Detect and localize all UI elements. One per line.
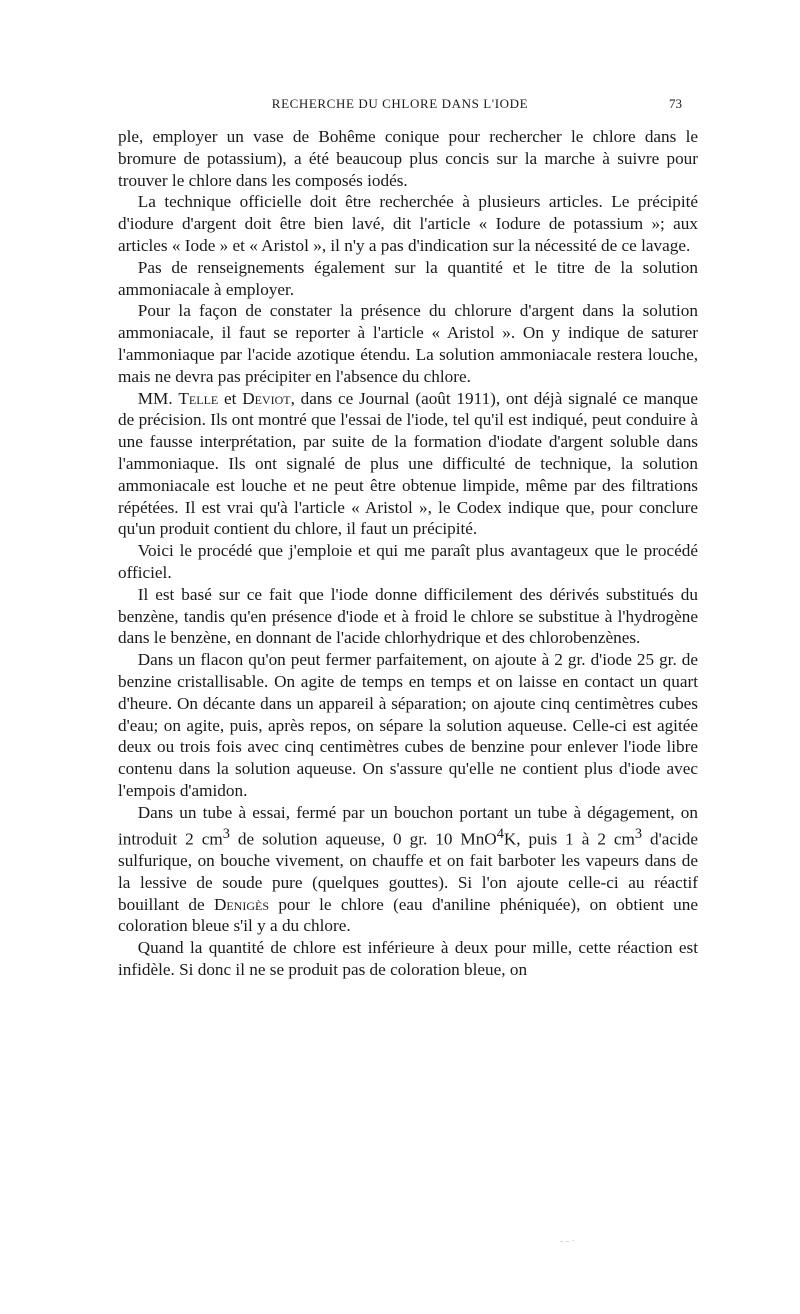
paragraph-7: Il est basé sur ce fait que l'iode donne difficilement des dérivés substitués du benzène, tandis qu'en présence d'iode et à froid le chlore se substitue à l'hydrogène dans le benzène, en donnant de l'acide chlorhydrique et des chlorobenzènes. bbox=[118, 584, 698, 648]
author-name-deniges: Denigès bbox=[213, 894, 270, 914]
paragraph-9 bbox=[118, 802, 698, 938]
paragraph-3: Pas de renseignements également sur la quantité et le titre de la solution ammoniacale à employer. bbox=[118, 257, 698, 299]
paragraph-1: ple, employer un vase de Bohême conique pour rechercher le chlore dans le bromure de potassium), a été beaucoup plus concis sur la marche à suivre pour trouver le chlore dans les composés iodés. bbox=[118, 127, 698, 190]
author-name-deviot: Deviot bbox=[242, 388, 291, 408]
author-name-telle: Telle bbox=[178, 388, 219, 408]
paragraph-5 bbox=[118, 388, 698, 541]
scan-smudge: ‐ ‐ · bbox=[560, 1236, 575, 1247]
paragraph-9-text-a: Dans un tube à essai, fermé par un bouchon portant un tube à dégagement, on introduit 2 cm bbox=[118, 802, 698, 849]
superscript-3: 3 bbox=[222, 825, 230, 842]
running-title: RECHERCHE DU CHLORE DANS L'IODE bbox=[271, 96, 529, 111]
paragraph-5-text-c: , dans ce Journal (août 1911), ont déjà signalé ce manque de précision. Ils ont montré que l'essai de l'iode, tel qu'il est indiqué, peut conduire à une fausse interprétation, par suite de la formation d'iodate d'argent soluble dans l'ammoniaque. Ils ont signalé de plus une difficulté de technique, la solution ammoniacale est louche et ne peut être obtenue limpide, même par des filtrations répétées. Il est vrai qu'à l'article « Aristol », le Codex indique que, pour conclure qu'un produit contient du chlore, il faut un précipité. bbox=[118, 388, 698, 539]
paragraph-2: La technique officielle doit être recherchée à plusieurs articles. Le précipité d'iodure d'argent doit être bien lavé, dit l'article « Iodure de potassium »; aux articles « Iode » et « Aristol », il n'y a pas d'indication sur la nécessité de ce lavage. bbox=[118, 192, 698, 255]
paragraph-5-text-b: et bbox=[218, 388, 243, 408]
paragraph-9-text-d: d'acide sulfurique, on bouche vivement, on chauffe et on fait barboter les vapeurs dans de la lessive de soude pure (quelques gouttes). Si l'on ajoute celle-ci au réactif bouillant de bbox=[118, 829, 698, 914]
page-number: 73 bbox=[669, 96, 682, 111]
paragraph-5-text-a: MM. bbox=[137, 388, 179, 408]
paragraph-10: Quand la quantité de chlore est inférieure à deux pour mille, cette réaction est infidèle. Si donc il ne se produit pas de coloration bleue, on bbox=[118, 938, 698, 980]
paragraph-9-text-e: pour le chlore (eau d'aniline phéniquée), on obtient une coloration bleue s'il y a du chlore. bbox=[118, 894, 699, 936]
superscript-3: 3 bbox=[634, 825, 643, 842]
paragraph-9-text-b: de solution aqueuse, 0 gr. 10 MnO bbox=[229, 829, 497, 849]
superscript-4: 4 bbox=[496, 825, 504, 842]
paragraph-9-text-c: K, puis 1 à 2 cm bbox=[503, 829, 635, 849]
body-text bbox=[118, 126, 698, 981]
running-head bbox=[118, 96, 682, 116]
paragraph-4: Pour la façon de constater la présence du chlorure d'argent dans la solution ammoniacale, il faut se reporter à l'article « Aristol ». On y indique de saturer l'ammoniaque par l'acide azotique étendu. La solution ammoniacale restera louche, mais ne devra pas précipiter en l'absence du chlore. bbox=[118, 301, 698, 386]
paragraph-8: Dans un flacon qu'on peut fermer parfaitement, on ajoute à 2 gr. d'iode 25 gr. de benzine cristallisable. On agite de temps en temps et on laisse en contact un quart d'heure. On décante dans un appareil à séparation; on ajoute cinq centimètres cubes d'eau; on agite, puis, après repos, on sépare la solution aqueuse. Celle-ci est agitée deux ou trois fois avec cinq centimètres cubes de benzine pour enlever l'iode libre contenu dans la solution aqueuse. On s'assure qu'elle ne contient plus d'iode avec l'empois d'amidon. bbox=[118, 650, 698, 800]
paragraph-6: Voici le procédé que j'emploie et qui me paraît plus avantageux que le procédé officiel. bbox=[118, 541, 698, 582]
